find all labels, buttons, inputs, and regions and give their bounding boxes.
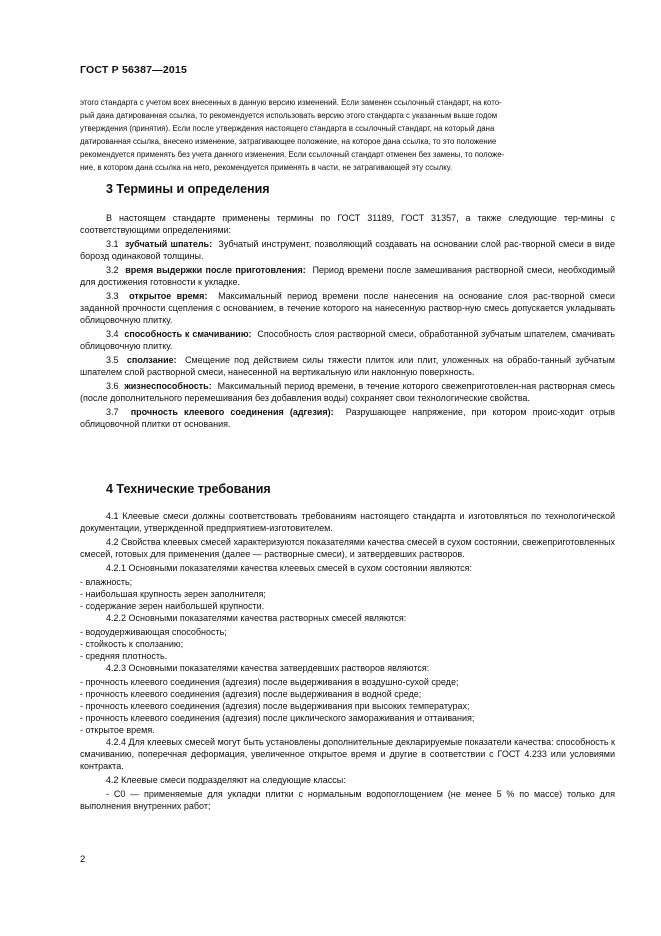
- clause-4-2-classes: 4.2 Клеевые смеси подразделяют на следующие классы:: [106, 775, 346, 785]
- clause-4-2-4: 4.2.4 Для клеевых смесей могут быть установлены дополнительные декларируемые показатели качества: способность к смачиванию, поперечная деформация, увеличенное открытое время и другие в соответствии с ГОСТ 4.233 или условиями контракта.: [80, 737, 615, 771]
- list-item: - средняя плотность.: [80, 651, 168, 661]
- term-3-1: [80, 238, 615, 262]
- term-name: сползание:: [126, 355, 177, 365]
- list-item: - стойкость к сползанию;: [80, 639, 184, 649]
- list-4-2-1: [80, 576, 615, 612]
- clause-4-2-3: 4.2.3 Основными показателями качества затвердевших растворов являются:: [106, 663, 430, 673]
- intro-line: ние, в котором дана ссылка на него, рекомендуется применять в части, не затрагивающей эту ссылку.: [80, 163, 453, 172]
- term-3-3: [80, 290, 615, 326]
- intro-line: датированная ссылка, внесено изменение, затрагивающее положение, на которое дана ссылка, то это положение: [80, 137, 497, 146]
- list-item: - прочность клеевого соединения (адгезия) после выдерживания при высоких температурах;: [80, 701, 470, 711]
- term-number: 3.4: [106, 329, 119, 339]
- term-3-5: [80, 354, 615, 378]
- term-number: 3.2: [106, 265, 119, 275]
- term-3-2: [80, 264, 615, 288]
- clause-4-2: 4.2 Свойства клеевых смесей характеризуются показателями качества смесей в сухом состоянии, свежеприготовленных смесей, готовых для применения (далее — растворные смеси), и затвердевших растворов.: [80, 537, 615, 559]
- section-3-body: [80, 212, 615, 432]
- term-definition: Смещение под действием силы тяжести плиток или плит, уложенных на обрабо-танный зубчатым шпателем слой растворной смеси, нанесенной на вертикальную или наклонную поверхность.: [80, 355, 615, 377]
- list-item: - прочность клеевого соединения (адгезия) после выдерживания в водной среде;: [80, 689, 422, 699]
- intro-line: рекомендуется применять без учета данного изменения. Если ссылочный стандарт отменен без замены, то положе-: [80, 150, 505, 159]
- intro-line: этого стандарта с учетом всех внесенных в данную версию изменений. Если заменен ссылочный стандарт, на кото-: [80, 98, 502, 107]
- intro-paragraph: [80, 96, 615, 174]
- list-4-2-3: [80, 676, 615, 736]
- term-3-6: [80, 380, 615, 404]
- list-item: - наибольшая крупность зерен заполнителя;: [80, 589, 266, 599]
- document-id-header: ГОСТ Р 56387—2015: [80, 64, 188, 76]
- list-item: - открытое время.: [80, 725, 155, 735]
- term-number: 3.3: [106, 291, 119, 301]
- list-item: - влажность;: [80, 577, 133, 587]
- term-name: жизнеспособность:: [124, 381, 212, 391]
- term-definition: Разрушающее напряжение, при котором проис-ходит отрыв облицовочной плитки от основания.: [80, 407, 615, 429]
- clause-4-1: 4.1 Клеевые смеси должны соответствовать требованиям настоящего стандарта и изготовляться по технологической документации, утвержденной предприятием-изготовителем.: [80, 511, 615, 533]
- list-item: - прочность клеевого соединения (адгезия) после выдерживания в воздушно-сухой среде;: [80, 677, 459, 687]
- term-3-7: [80, 406, 615, 430]
- term-name: прочность клеевого соединения (адгезия):: [130, 407, 334, 417]
- intro-line: рый дана датированная ссылка, то рекомендуется использовать версию этого стандарта с указанным выше годом: [80, 111, 498, 120]
- term-number: 3.5: [106, 355, 119, 365]
- term-definition: Максимальный период времени, в течение которого свежеприготовлен-ная растворная смесь (после дополнительного перемешивания без добавления воды) сохраняет свои технологические свойства.: [80, 381, 615, 403]
- term-name: зубчатый шпатель:: [124, 239, 213, 249]
- clause-4-2-2: 4.2.2 Основными показателями качества растворных смесей являются:: [106, 613, 407, 623]
- section-3-intro: В настоящем стандарте применены термины по ГОСТ 31189, ГОСТ 31357, а также следующие тер-мины с соответствующими определениями:: [80, 213, 615, 235]
- term-name: открытое время:: [129, 291, 208, 301]
- term-name: время выдержки после приготовления:: [125, 265, 306, 275]
- section-4-heading: 4 Технические требования: [106, 482, 271, 496]
- clause-4-2-1: 4.2.1 Основными показателями качества клеевых смесей в сухом состоянии являются:: [106, 563, 472, 573]
- page-number: 2: [80, 854, 86, 865]
- term-number: 3.7: [106, 407, 119, 417]
- term-number: 3.6: [106, 381, 119, 391]
- term-number: 3.1: [106, 239, 119, 249]
- list-item: - прочность клеевого соединения (адгезия) после циклического замораживания и оттаивания;: [80, 713, 475, 723]
- section-3-heading: 3 Термины и определения: [106, 182, 270, 196]
- term-definition: Зубчатый инструмент, позволяющий создавать на основании слой рас-творной смеси в виде борозд одинаковой толщины.: [80, 239, 615, 261]
- list-item: - содержание зерен наибольшей крупности.: [80, 601, 265, 611]
- term-definition: Способность слоя растворной смеси, обработанной зубчатым шпателем, смачивать облицовочную плитку.: [80, 329, 615, 351]
- section-4-body: [80, 510, 615, 814]
- intro-line: утверждения (принятия). Если после утверждения настоящего стандарта в ссылочный стандарт, на который дана: [80, 124, 495, 133]
- class-c0: - С0 — применяемые для укладки плитки с нормальным водопоглощением (не менее 5 % по массе) только для выполнения внутренних работ;: [80, 789, 615, 811]
- list-item: - водоудерживающая способность;: [80, 627, 227, 637]
- term-name: способность к смачиванию:: [124, 329, 252, 339]
- term-definition: Период времени после замешивания растворной смеси, необходимый для достижения готовности к укладке.: [80, 265, 615, 287]
- term-3-4: [80, 328, 615, 352]
- list-4-2-2: [80, 626, 615, 662]
- term-definition: Максимальный период времени после нанесения на основание слоя рас-творной смеси заданной прочности сцепления с основанием, в течение которого на нанесенную раствор-ную смесь допускается укладывать облицовочную плитку.: [80, 291, 615, 325]
